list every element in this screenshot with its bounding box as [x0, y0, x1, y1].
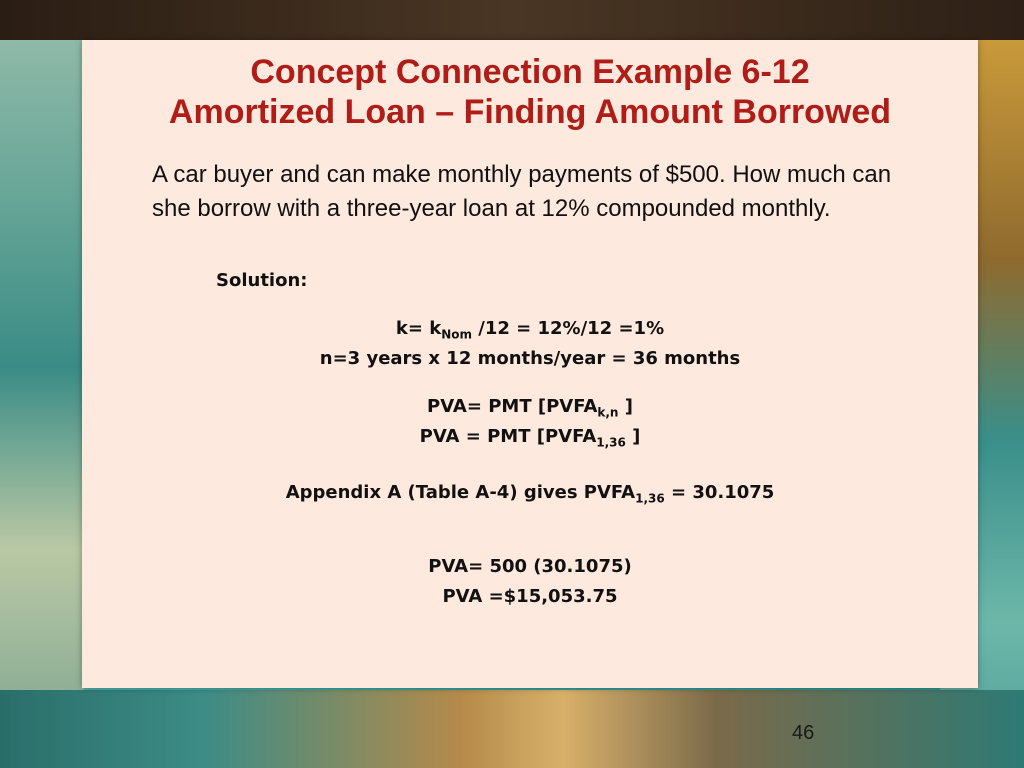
- equation-pva-general-pre: PVA= PMT [PVFA: [427, 396, 598, 417]
- equation-rate-post: /12 = 12%/12 =1%: [471, 318, 665, 339]
- background-left-decoration: [0, 40, 84, 768]
- slide-content-panel: [82, 40, 978, 688]
- equation-appendix-lookup: [82, 480, 978, 512]
- slide-number: 46: [792, 722, 815, 744]
- equation-pva-specific-pre: PVA = PMT [PVFA: [419, 426, 597, 447]
- slide-title-line-2: Amortized Loan – Finding Amount Borrowed: [168, 93, 892, 131]
- equation-pva-result: PVA =$15,053.75: [442, 586, 618, 607]
- equation-periods: n=3 years x 12 months/year = 36 months: [319, 348, 741, 369]
- background-top-band: [0, 0, 1024, 40]
- equation-rate-pre: k= k: [395, 318, 442, 339]
- equation-pva-substitution: PVA= 500 (30.1075): [428, 556, 632, 577]
- equation-pva-general-post: ]: [618, 396, 633, 417]
- equation-rate-sub: Nom: [441, 327, 472, 342]
- solution-label: Solution:: [216, 270, 308, 291]
- equation-rate: [82, 316, 978, 348]
- background-bottom-decoration: [0, 690, 1024, 768]
- equation-pva-specific: [82, 424, 978, 456]
- equation-appendix-post: = 30.1075: [664, 482, 775, 503]
- equation-pva-specific-sub: 1,36: [596, 435, 626, 450]
- equation-appendix-sub: 1,36: [635, 491, 665, 506]
- problem-statement: A car buyer and can make monthly payments of $500. How much can she borrow with a three-year loan at 12% compounded monthly.: [152, 161, 892, 222]
- equation-pva-general-sub: k,n: [597, 405, 619, 420]
- equation-appendix-pre: Appendix A (Table A-4) gives PVFA: [285, 482, 636, 503]
- slide-title-line-1: Concept Connection Example 6-12: [250, 53, 810, 91]
- equation-pva-specific-post: ]: [625, 426, 641, 447]
- slide-title: [82, 52, 978, 132]
- equation-pva-general: [82, 394, 978, 426]
